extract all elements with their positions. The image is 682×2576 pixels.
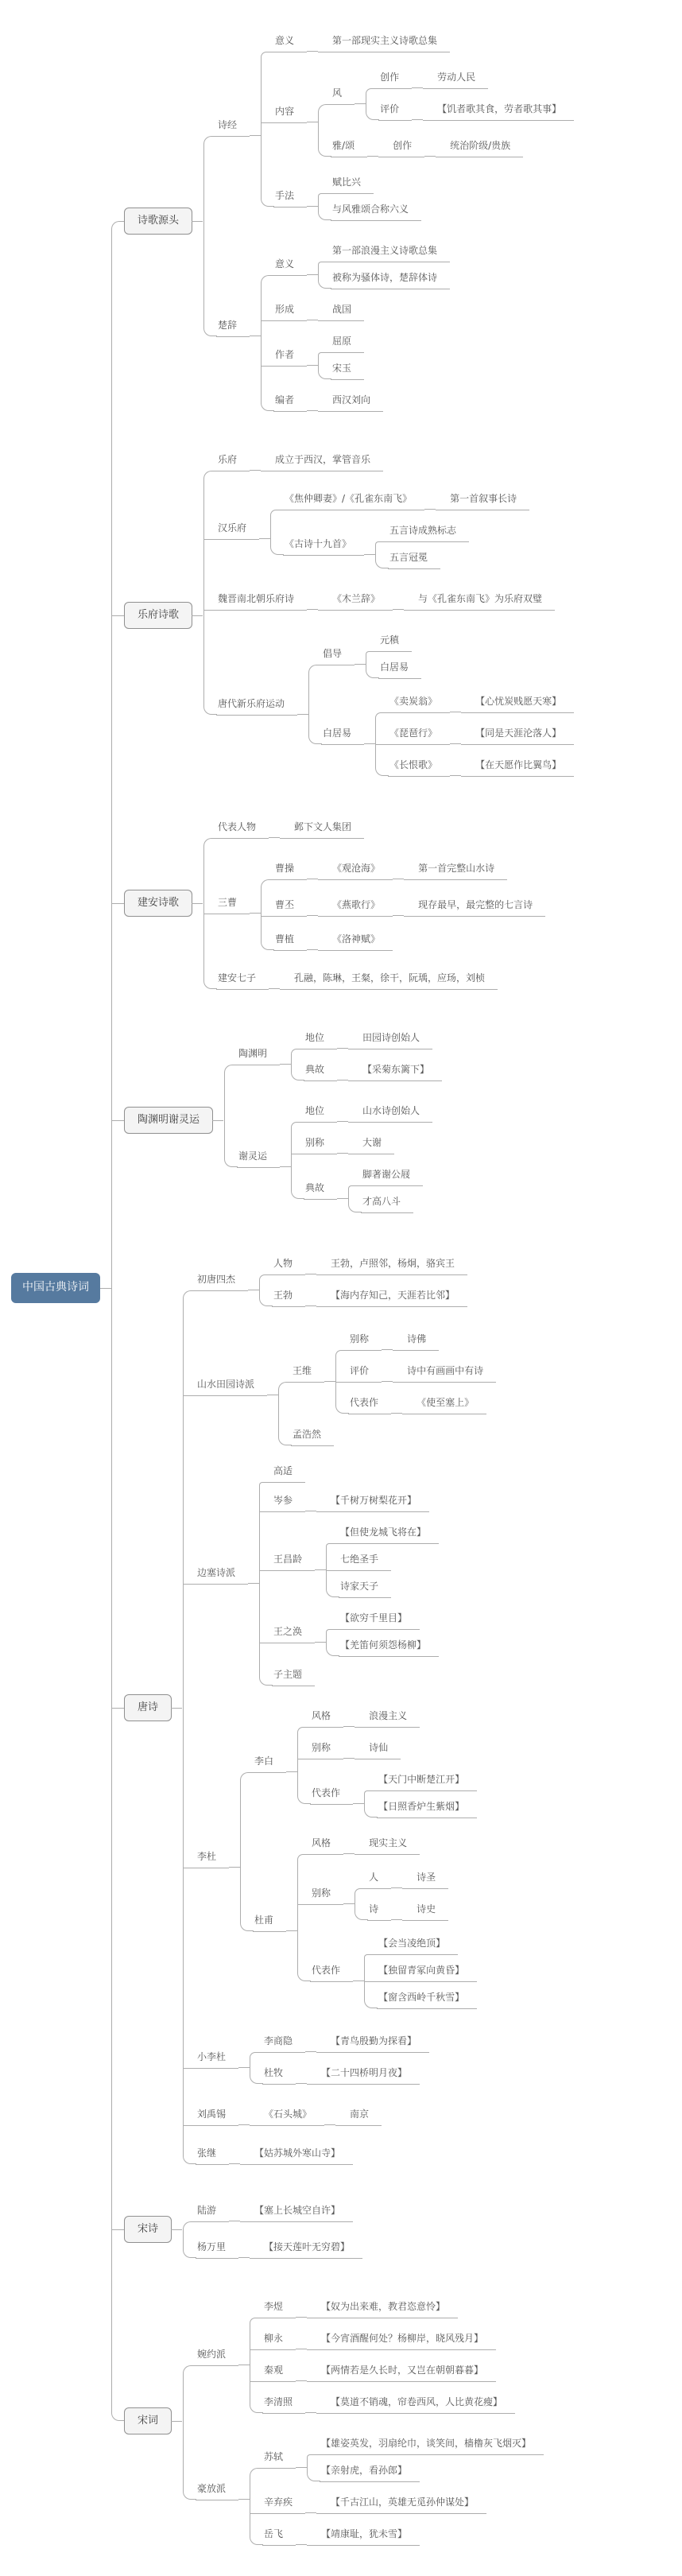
subtopic[interactable]: 杜牧 <box>262 2062 296 2085</box>
subtopic[interactable]: 《木兰辞》 <box>331 588 393 611</box>
subtopic[interactable]: 脚著谢公屐 <box>361 1164 423 1186</box>
children-group <box>364 1767 477 1821</box>
subtopic[interactable]: 地位 <box>304 1027 337 1049</box>
children-group <box>318 890 545 921</box>
children-group <box>404 892 545 919</box>
subtopic[interactable]: 【在天愿作比翼鸟】 <box>474 755 574 777</box>
children-group <box>378 130 523 162</box>
subtopic[interactable]: 【饥者歌其食，劳者歌其事】 <box>436 99 574 121</box>
subtopic[interactable]: 【今宵酒醒何处？杨柳岸，晓风残月】 <box>320 2328 496 2350</box>
subtopic[interactable]: 陶渊明 <box>237 1043 280 1065</box>
subtopic[interactable]: 《使至塞上》 <box>415 1392 486 1414</box>
branch-topic[interactable]: 宋诗 <box>124 2216 172 2243</box>
subtopic[interactable]: 苏轼 <box>262 2446 296 2469</box>
subtopic[interactable]: 七绝圣手 <box>339 1549 391 1571</box>
subtopic[interactable]: 初唐四杰 <box>196 1269 248 1291</box>
subtopic[interactable]: 《琵琶行》 <box>388 723 450 745</box>
subtopic[interactable]: 成立于西汉，掌管音乐 <box>273 449 383 471</box>
subtopic[interactable]: 【欲穷千里目】 <box>339 1608 420 1630</box>
subtopic[interactable]: 典故 <box>304 1059 337 1081</box>
children-group <box>375 518 469 572</box>
children-group <box>261 447 383 474</box>
subtopic[interactable]: 楚辞 <box>216 315 250 337</box>
subtopic[interactable]: 西汉刘向 <box>331 390 383 412</box>
subtopic[interactable]: 诗佛 <box>405 1329 439 1351</box>
children-group <box>259 1458 439 1689</box>
children-group <box>307 2060 420 2087</box>
children-group <box>307 2294 458 2321</box>
subtopic[interactable]: 代表作 <box>348 1392 391 1414</box>
subtopic[interactable]: 代表作 <box>310 1783 353 1805</box>
subtopic[interactable]: 刘禹锡 <box>196 2104 238 2126</box>
subtopic[interactable]: 五言诗成熟标志 <box>388 520 469 542</box>
mindmap-root-node[interactable]: 中国古典诗词 <box>11 1273 100 1303</box>
children-group <box>183 2193 362 2266</box>
subtopic[interactable]: 才高八斗 <box>361 1191 413 1213</box>
subtopic[interactable]: 诗中有画画中有诗 <box>405 1360 496 1383</box>
subtopic[interactable]: 【两情若是久长时，又岂在朝朝暮暮】 <box>320 2360 496 2382</box>
subtopic[interactable]: 宋玉 <box>331 358 364 380</box>
subtopic[interactable]: 田园诗创始人 <box>361 1027 432 1049</box>
children-group <box>393 1326 439 1353</box>
children-group <box>402 1864 448 1891</box>
subtopic[interactable]: 创作 <box>391 135 424 157</box>
subtopic[interactable]: 第一部浪漫主义诗歌总集 <box>331 240 450 262</box>
children-group <box>316 2489 486 2516</box>
children-group <box>326 1605 439 1659</box>
children-group <box>366 627 421 681</box>
subtopic[interactable]: 【靖康耻，犹未雪】 <box>320 2524 420 2546</box>
branch-topic[interactable]: 建安诗歌 <box>124 890 192 917</box>
children-group <box>307 2431 544 2485</box>
subtopic[interactable]: 【二十四桥明月夜】 <box>320 2062 420 2085</box>
subtopic[interactable]: 岑参 <box>272 1490 305 1512</box>
subtopic[interactable]: 诗仙 <box>367 1737 401 1759</box>
subtopic[interactable]: 风格 <box>310 1705 343 1728</box>
subtopic[interactable]: 李白 <box>253 1751 286 1773</box>
children-group <box>326 1519 439 1600</box>
children-group <box>318 60 574 165</box>
children-group <box>355 1862 448 1926</box>
subtopic[interactable]: 小李杜 <box>196 2046 238 2069</box>
children-group <box>261 235 450 417</box>
mindmap-tree <box>11 8 574 2568</box>
subtopic[interactable]: 《焦仲卿妻》/《孔雀东南飞》 <box>283 488 424 510</box>
children-group <box>291 1022 442 1086</box>
children-group <box>364 1930 477 2012</box>
children-group <box>404 855 507 883</box>
subtopic[interactable]: 婉约派 <box>196 2344 238 2366</box>
children-group <box>461 720 574 747</box>
subtopic[interactable]: 意义 <box>273 254 307 276</box>
subtopic[interactable]: 辛弃疾 <box>262 2492 305 2514</box>
children-group <box>318 328 364 382</box>
branch-topic[interactable]: 乐府诗歌 <box>124 602 192 629</box>
subtopic[interactable]: 被称为骚体诗，楚辞体诗 <box>331 267 450 289</box>
children-group <box>335 1324 496 1419</box>
children-group <box>348 1025 432 1052</box>
subtopic[interactable]: 形成 <box>273 299 307 321</box>
children-group <box>393 1358 496 1385</box>
subtopic[interactable]: 《卖炭翁》 <box>388 691 450 713</box>
subtopic[interactable]: 统治阶级/贵族 <box>448 135 523 157</box>
subtopic[interactable]: 倡导 <box>321 643 355 665</box>
subtopic[interactable]: 诗 <box>367 1899 391 1921</box>
subtopic[interactable]: 乐府 <box>216 449 250 471</box>
subtopic[interactable]: 手法 <box>273 185 307 208</box>
children-group <box>318 853 507 885</box>
subtopic[interactable]: 【莫道不销魂，帘卷西风，人比黄花瘦】 <box>329 2392 515 2414</box>
children-group <box>259 1248 467 1312</box>
subtopic[interactable]: 李商隐 <box>262 2031 305 2053</box>
subtopic[interactable]: 唐代新乐府运动 <box>216 693 297 716</box>
subtopic[interactable]: 内容 <box>273 101 307 123</box>
subtopic[interactable]: 别称 <box>310 1737 343 1759</box>
subtopic[interactable]: 孔融，陈琳，王粲，徐干，阮瑀，应玚，刘桢 <box>293 968 498 990</box>
children-group <box>355 1830 420 1857</box>
children-group <box>316 1282 467 1309</box>
subtopic[interactable]: 元稹 <box>378 630 412 652</box>
subtopic[interactable]: 《古诗十九首》 <box>283 533 364 556</box>
subtopic[interactable]: 【塞上长城空自许】 <box>253 2200 353 2222</box>
children-group <box>280 814 364 841</box>
subtopic[interactable]: 五言冠冕 <box>388 547 440 569</box>
children-group <box>461 752 574 779</box>
subtopic[interactable]: 王昌龄 <box>272 1549 315 1571</box>
subtopic[interactable]: 孟浩然 <box>291 1424 334 1446</box>
children-group <box>355 1735 401 1762</box>
subtopic[interactable]: 人物 <box>272 1253 305 1275</box>
subtopic[interactable]: 【会当凌绝顶】 <box>377 1933 458 1955</box>
children-group <box>280 965 498 992</box>
subtopic[interactable]: 曹植 <box>273 929 307 951</box>
subtopic[interactable]: 评价 <box>348 1360 382 1383</box>
subtopic[interactable]: 王维 <box>291 1360 324 1383</box>
children-group <box>203 21 574 421</box>
children-group <box>461 689 574 716</box>
children-group <box>348 1130 394 1157</box>
subtopic[interactable]: 《燕歌行》 <box>331 894 393 917</box>
children-group <box>250 2428 544 2551</box>
children-group <box>250 2234 362 2261</box>
subtopic[interactable]: 【采菊东篱下】 <box>361 1059 442 1081</box>
subtopic[interactable]: 创作 <box>378 67 412 89</box>
subtopic[interactable]: 赋比兴 <box>331 172 374 194</box>
subtopic[interactable]: 山水田园诗派 <box>196 1374 267 1396</box>
subtopic[interactable]: 【海内存知己，天涯若比邻】 <box>329 1285 467 1307</box>
children-group <box>270 483 529 574</box>
subtopic[interactable]: 与风雅颂合称六义 <box>331 199 421 221</box>
subtopic[interactable]: 汉乐府 <box>216 518 259 540</box>
children-group <box>348 1057 442 1084</box>
subtopic[interactable]: 地位 <box>304 1100 337 1123</box>
subtopic[interactable]: 王勃 <box>272 1285 305 1307</box>
subtopic[interactable]: 杨万里 <box>196 2237 238 2259</box>
children-group <box>307 2326 496 2353</box>
subtopic[interactable]: 三曹 <box>216 892 250 914</box>
subtopic[interactable]: 作者 <box>273 344 307 367</box>
subtopic[interactable]: 南京 <box>348 2104 382 2126</box>
children-group <box>423 64 488 91</box>
children-group <box>307 2521 420 2548</box>
branch-topic[interactable]: 唐诗 <box>124 1694 172 1721</box>
subtopic[interactable]: 《石头城》 <box>262 2104 324 2126</box>
subtopic[interactable]: 【但使龙城飞将在】 <box>339 1522 439 1544</box>
subtopic[interactable]: 诗家天子 <box>339 1576 391 1598</box>
subtopic[interactable]: 【心忧炭贱愿天寒】 <box>474 691 574 713</box>
subtopic[interactable]: 第一部现实主义诗歌总集 <box>331 30 450 52</box>
subtopic[interactable]: 白居易 <box>378 657 421 679</box>
children-group <box>423 96 574 123</box>
children-group <box>402 1390 486 1417</box>
subtopic[interactable]: 劳动人民 <box>436 67 488 89</box>
subtopic[interactable]: 评价 <box>378 99 412 121</box>
subtopic[interactable]: 第一首完整山水诗 <box>417 858 507 880</box>
children-group <box>240 1698 477 2016</box>
children-group <box>404 586 555 613</box>
children-group <box>318 238 450 292</box>
children-group <box>308 625 574 784</box>
children-group <box>250 2291 515 2419</box>
subtopic[interactable]: 柳永 <box>262 2328 296 2350</box>
children-group <box>316 2028 429 2055</box>
children-group <box>183 2287 544 2555</box>
subtopic[interactable]: 秦观 <box>262 2360 296 2382</box>
subtopic[interactable]: 【同是天涯沦落人】 <box>474 723 574 745</box>
children-group <box>316 2389 515 2416</box>
subtopic[interactable]: 【窗含西岭千秋雪】 <box>377 1987 477 2009</box>
subtopic[interactable]: 编者 <box>273 390 307 412</box>
subtopic[interactable]: 别称 <box>310 1883 343 1905</box>
subtopic[interactable]: 大谢 <box>361 1132 394 1154</box>
subtopic[interactable]: 【千古江山，英雄无觅孙仲谋处】 <box>329 2492 486 2514</box>
children-group <box>261 851 545 956</box>
children-group <box>203 809 545 997</box>
subtopic[interactable]: 代表作 <box>310 1960 353 1982</box>
subtopic[interactable]: 魏晋南北朝乐府诗 <box>216 588 307 611</box>
subtopic[interactable]: 屈原 <box>331 331 364 353</box>
subtopic[interactable]: 高适 <box>272 1461 305 1483</box>
subtopic[interactable]: 第一首叙事长诗 <box>448 488 529 510</box>
subtopic[interactable]: 子主题 <box>272 1664 315 1686</box>
subtopic[interactable]: 【奴为出来难，教君恣意怜】 <box>320 2296 458 2318</box>
subtopic[interactable]: 白居易 <box>321 723 364 745</box>
subtopic[interactable]: 曹操 <box>273 858 307 880</box>
children-group <box>224 1018 442 1223</box>
children-group <box>348 1162 423 1216</box>
children-group <box>335 2101 382 2128</box>
subtopic[interactable]: 诗史 <box>415 1899 448 1921</box>
subtopic[interactable]: 【日照香炉生紫烟】 <box>377 1796 477 1818</box>
children-group <box>318 169 421 223</box>
children-group <box>318 926 393 953</box>
subtopic[interactable]: 诗经 <box>216 114 250 137</box>
children-group <box>240 2198 353 2225</box>
subtopic[interactable]: 王勃，卢照邻，杨炯，骆宾王 <box>329 1253 467 1275</box>
subtopic[interactable]: 人 <box>367 1867 391 1889</box>
children-group <box>297 1828 477 2014</box>
subtopic[interactable]: 战国 <box>331 299 364 321</box>
subtopic[interactable]: 【千树万树梨花开】 <box>329 1490 429 1512</box>
subtopic[interactable]: 现实主义 <box>367 1833 420 1855</box>
children-group <box>316 1488 429 1515</box>
subtopic[interactable]: 王之涣 <box>272 1621 315 1643</box>
subtopic[interactable]: 典故 <box>304 1177 337 1200</box>
children-group <box>318 28 450 55</box>
subtopic[interactable]: 张继 <box>196 2143 229 2165</box>
subtopic[interactable]: 【姑苏城外寒山寺】 <box>253 2143 353 2165</box>
children-group <box>307 2357 496 2384</box>
subtopic[interactable]: 李煜 <box>262 2296 296 2318</box>
children-group <box>316 1251 467 1278</box>
children-group <box>250 2099 382 2131</box>
children-group <box>375 686 574 782</box>
children-group <box>183 1243 496 2172</box>
children-group <box>318 584 555 615</box>
branch-topic[interactable]: 诗歌源头 <box>124 208 192 235</box>
subtopic[interactable]: 别称 <box>304 1132 337 1154</box>
subtopic[interactable]: 杜甫 <box>253 1910 286 1932</box>
children-group <box>261 25 574 226</box>
subtopic[interactable]: 山水诗创始人 <box>361 1100 432 1123</box>
subtopic[interactable]: 《洛神赋》 <box>331 929 393 951</box>
children-group <box>250 2026 429 2089</box>
subtopic[interactable]: 【青鸟殷勤为探看】 <box>329 2031 429 2053</box>
subtopic[interactable]: 浪漫主义 <box>367 1705 420 1728</box>
children-group <box>348 1098 432 1125</box>
children-group <box>203 442 574 789</box>
children-group <box>278 1321 496 1449</box>
subtopic[interactable]: 曹丕 <box>273 894 307 917</box>
children-group <box>318 297 364 324</box>
subtopic[interactable]: 豪放派 <box>196 2478 238 2500</box>
children-group <box>240 2140 353 2167</box>
subtopic[interactable]: 李杜 <box>196 1846 229 1868</box>
children-group <box>402 1896 448 1923</box>
subtopic[interactable]: 雅/颂 <box>331 135 367 157</box>
children-group <box>297 1701 477 1823</box>
subtopic[interactable]: 意义 <box>273 30 307 52</box>
subtopic[interactable]: 《观沧海》 <box>331 858 393 880</box>
subtopic[interactable]: 边塞诗派 <box>196 1562 248 1585</box>
subtopic[interactable]: 【接天莲叶无穷碧】 <box>262 2237 362 2259</box>
subtopic[interactable]: 李清照 <box>262 2392 305 2414</box>
subtopic[interactable]: 【独留青冢向黄昏】 <box>377 1960 477 1982</box>
children-group <box>355 1703 420 1730</box>
subtopic[interactable]: 【天门中断楚江开】 <box>377 1769 477 1791</box>
subtopic[interactable]: 岳飞 <box>262 2524 296 2546</box>
subtopic[interactable]: 谢灵运 <box>237 1146 280 1168</box>
children-group <box>366 62 574 126</box>
children-group <box>291 1096 432 1218</box>
subtopic[interactable]: 别称 <box>348 1329 382 1351</box>
branch-topic[interactable]: 宋词 <box>124 2407 172 2434</box>
subtopic[interactable]: 代表人物 <box>216 817 269 839</box>
subtopic[interactable]: 风 <box>331 83 355 105</box>
children-group <box>436 133 523 160</box>
subtopic[interactable]: 风格 <box>310 1833 343 1855</box>
subtopic[interactable]: 现存最早，最完整的七言诗 <box>417 894 545 917</box>
subtopic[interactable]: 【雄姿英发，羽扇纶巾，谈笑间，樯橹灰飞烟灭】 <box>320 2433 544 2455</box>
branch-topic[interactable]: 陶渊明谢灵运 <box>124 1107 213 1134</box>
subtopic[interactable]: 诗圣 <box>415 1867 448 1889</box>
children-group <box>111 10 574 2566</box>
subtopic[interactable]: 【亲射虎，看孙郎】 <box>320 2460 420 2482</box>
subtopic[interactable]: 【羌笛何须怨杨柳】 <box>339 1635 439 1657</box>
subtopic[interactable]: 《长恨歌》 <box>388 755 450 777</box>
subtopic[interactable]: 与《孔雀东南飞》为乐府双璧 <box>417 588 555 611</box>
subtopic[interactable]: 建安七子 <box>216 968 269 990</box>
subtopic[interactable]: 陆游 <box>196 2200 229 2222</box>
children-group <box>318 387 383 414</box>
children-group <box>436 486 529 513</box>
subtopic[interactable]: 邺下文人集团 <box>293 817 364 839</box>
